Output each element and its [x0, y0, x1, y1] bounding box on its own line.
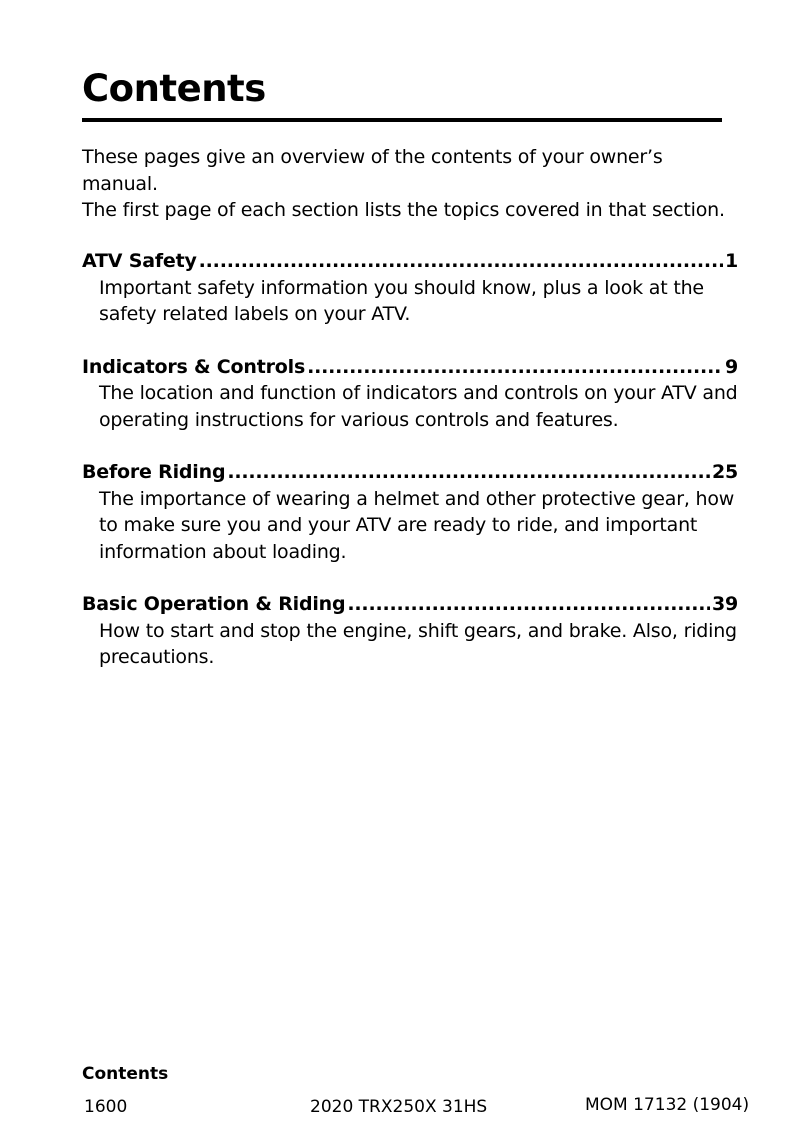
dot-leader [347, 591, 710, 618]
intro-paragraph: The first page of each section lists the topics covered in that section. [82, 199, 725, 221]
toc-entry-basic-operation[interactable] [82, 591, 738, 671]
table-of-contents [82, 248, 738, 697]
toc-page-number[interactable]: 9 [724, 355, 738, 378]
toc-entry-title[interactable]: Indicators & Controls [82, 355, 306, 378]
toc-entry-description: How to start and stop the engine, shift gears, and brake. Also, riding precautions. [99, 619, 737, 668]
toc-page-number[interactable]: 39 [711, 593, 738, 615]
toc-entry-indicators-controls[interactable] [82, 354, 738, 434]
toc-entry-heading[interactable] [82, 354, 738, 381]
toc-entry-description: The location and function of indicators and controls on your ATV and operating instructions for various controls and features. [99, 382, 738, 431]
footer-manual-code: MOM 17132 (1904) [585, 1095, 750, 1115]
toc-entry-title[interactable]: Before Riding [82, 461, 226, 483]
footer-model-code: 2020 TRX250X 31HS [310, 1097, 488, 1117]
toc-page-number[interactable]: 25 [711, 461, 738, 483]
intro-paragraph: These pages give an overview of the contents of your owner’s manual. [82, 146, 663, 195]
toc-entry-title[interactable]: Basic Operation & Riding [82, 593, 346, 615]
dot-leader [199, 248, 723, 275]
dot-leader [307, 354, 723, 381]
toc-entry-heading[interactable] [82, 591, 738, 618]
footer-section-label: Contents [82, 1064, 169, 1084]
intro-text [82, 144, 732, 224]
toc-entry-description: The importance of wearing a helmet and other protective gear, how to make sure you and your ATV are ready to ride, and important information about loading. [99, 487, 735, 563]
footer-print-code: 1600 [84, 1097, 128, 1117]
title-divider [82, 118, 722, 122]
page-title: Contents [82, 67, 266, 110]
toc-page-number[interactable]: 1 [724, 250, 738, 272]
toc-entry-title[interactable]: ATV Safety [82, 250, 197, 272]
toc-entry-atv-safety[interactable] [82, 248, 738, 328]
toc-entry-description: Important safety information you should know, plus a look at the safety related labels on your ATV. [99, 276, 704, 325]
dot-leader [227, 459, 710, 486]
toc-entry-heading[interactable] [82, 248, 738, 275]
toc-entry-before-riding[interactable] [82, 459, 738, 565]
toc-entry-heading[interactable] [82, 459, 738, 486]
